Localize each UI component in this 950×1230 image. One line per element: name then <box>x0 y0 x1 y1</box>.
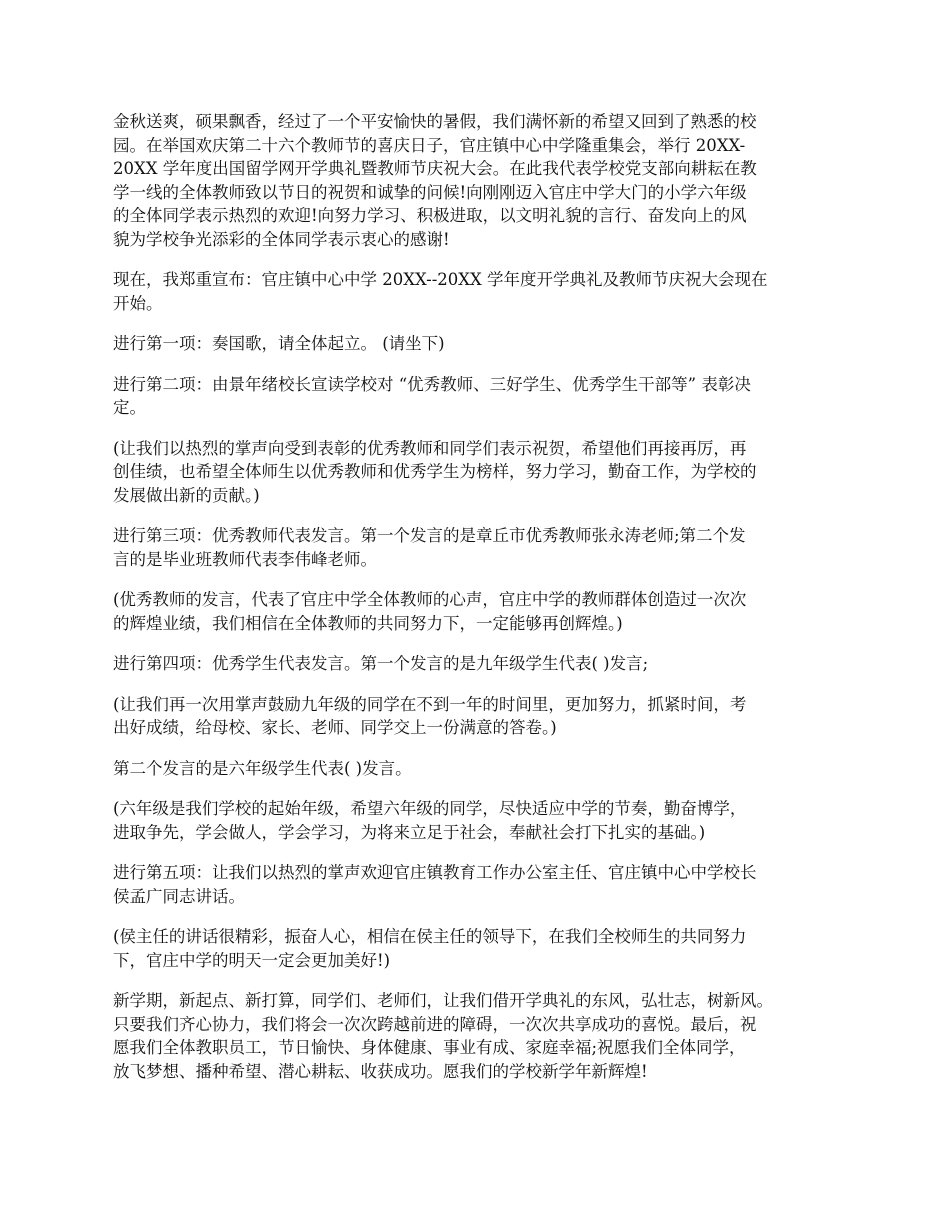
text-line: (让我们再一次用掌声鼓励九年级的同学在不到一年的时间里，更加努力，抓紧时间，考 <box>113 694 747 714</box>
paragraph-announcement <box>113 268 853 315</box>
document-body <box>113 110 853 1100</box>
text-line: 现在，我郑重宣布：官庄镇中心中学 20XX--20XX 学年度开学典礼及教师节庆祝大会现在 <box>113 270 768 289</box>
text-line: 进行第一项：奏国歌，请全体起立。 (请坐下) <box>113 334 445 353</box>
text-line: 进行第五项：让我们以热烈的掌声欢迎官庄镇教育工作办公室主任、官庄镇中心中学校长 <box>113 863 757 882</box>
text-line: 进行第二项：由景年绪校长宣读学校对 “优秀教师、三好学生、优秀学生干部等” 表彰决 <box>113 374 751 394</box>
paragraph-item-3 <box>113 524 853 571</box>
text-line: 放飞梦想、播种希望、潜心耕耘、收获成功。愿我们的学校新学年新辉煌! <box>113 1061 648 1081</box>
paragraph-item-1 <box>113 332 853 356</box>
text-line: 愿我们全体教职员工，节日愉快、身体健康、事业有成、家庭幸福;祝愿我们全体同学， <box>113 1038 746 1057</box>
paragraph-item-5 <box>113 861 853 908</box>
text-line: 开始。 <box>113 293 163 313</box>
paragraph-closing <box>113 989 853 1083</box>
text-line: 学一线的全体教师致以节日的祝贺和诚挚的问候!向刚刚迈入官庄中学大门的小学六年级 <box>113 182 747 202</box>
text-line: 下，官庄中学的明天一定会更加美好!) <box>113 950 391 970</box>
text-line: 的全体同学表示热烈的欢迎!向努力学习、积极进取，以文明礼貌的言行、奋发向上的风 <box>113 206 747 225</box>
text-line: 新学期，新起点、新打算，同学们、老师们，让我们借开学典礼的东风，弘壮志，树新风。 <box>113 991 773 1010</box>
text-line: 创佳绩，也希望全体师生以优秀教师和优秀学生为榜样，努力学习，勤奋工作，为学校的 <box>113 462 757 481</box>
text-line: 进行第三项：优秀教师代表发言。第一个发言的是章丘市优秀教师张永涛老师;第二个发 <box>113 526 746 545</box>
text-line: 园。在举国欢庆第二十六个教师节的喜庆日子，官庄镇中心中学隆重集会，举行 20XX- <box>113 135 746 155</box>
paragraph-opening <box>113 110 853 251</box>
paragraph-item-4-comment <box>113 693 853 740</box>
text-line: (让我们以热烈的掌声向受到表彰的优秀教师和同学们表示祝贺，希望他们再接再厉，再 <box>113 438 747 458</box>
text-line: 进行第四项：优秀学生代表发言。第一个发言的是九年级学生代表( )发言; <box>113 654 649 673</box>
text-line: (优秀教师的发言，代表了官庄中学全体教师的心声，官庄中学的教师群体创造过一次次 <box>113 590 747 609</box>
text-line: 定。 <box>113 398 146 417</box>
paragraph-item-4 <box>113 652 853 676</box>
paragraph-item-4-second-speaker <box>113 757 853 781</box>
paragraph-item-2-comment <box>113 437 853 508</box>
text-line: (六年级是我们学校的起始年级，希望六年级的同学，尽快适应中学的节奏，勤奋博学， <box>113 799 747 818</box>
text-line: 的辉煌业绩，我们相信在全体教师的共同努力下，一定能够再创辉煌。) <box>113 613 623 633</box>
text-line: 貌为学校争光添彩的全体同学表示衷心的感谢! <box>113 229 450 249</box>
paragraph-item-4-second-comment <box>113 797 853 844</box>
text-line: 金秋送爽，硕果飘香，经过了一个平安愉快的暑假，我们满怀新的希望又回到了熟悉的校 <box>113 112 757 131</box>
paragraph-item-5-comment <box>113 925 853 972</box>
paragraph-item-2 <box>113 373 853 420</box>
text-line: 侯孟广同志讲话。 <box>113 886 245 906</box>
text-line: 第二个发言的是六年级学生代表( )发言。 <box>113 758 412 778</box>
text-line: (侯主任的讲话很精彩，振奋人心，相信在侯主任的领导下，在我们全校师生的共同努力 <box>113 927 747 946</box>
text-line: 出好成绩，给母校、家长、老师、同学交上一份满意的答卷。) <box>113 718 557 737</box>
text-line: 言的是毕业班教师代表李伟峰老师。 <box>113 549 377 569</box>
paragraph-item-3-comment <box>113 588 853 635</box>
text-line: 20XX 学年度出国留学网开学典礼暨教师节庆祝大会。在此我代表学校党支部向耕耘在教 <box>113 159 757 178</box>
text-line: 只要我们齐心协力，我们将会一次次跨越前进的障碍，一次次共享成功的喜悦。最后，祝 <box>113 1014 757 1034</box>
text-line: 发展做出新的贡献。) <box>113 485 260 505</box>
text-line: 进取争先，学会做人，学会学习，为将来立足于社会，奉献社会打下扎实的基础。) <box>113 822 706 842</box>
